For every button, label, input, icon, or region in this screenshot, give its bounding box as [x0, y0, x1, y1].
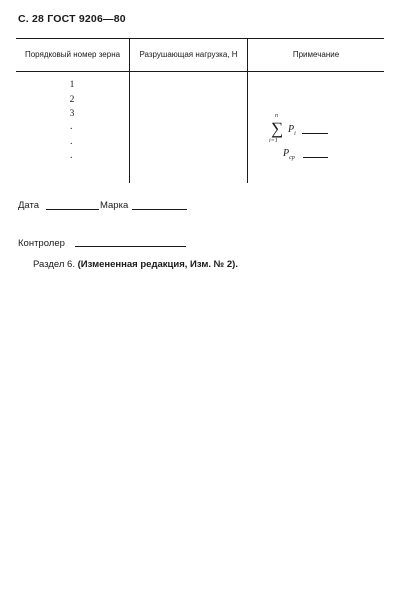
average-symbol: P — [283, 148, 290, 159]
date-blank-line — [46, 209, 99, 210]
average-blank-line — [303, 157, 328, 158]
average-subscript: ср — [289, 155, 295, 161]
controller-label: Контролер — [18, 238, 65, 249]
table-header-rule — [16, 71, 384, 72]
controller-blank-line — [75, 246, 186, 247]
brand-blank-line — [132, 209, 187, 210]
column-divider-1 — [129, 39, 130, 183]
ellipsis-dot-2: . — [70, 136, 73, 147]
sum-term — [288, 124, 296, 137]
column-header-breaking-load: Разрушающая нагрузка, Н — [139, 50, 238, 59]
row-number-1: 1 — [69, 80, 75, 90]
ellipsis-dot-3: . — [70, 150, 73, 161]
sum-term-symbol: P — [288, 124, 295, 135]
average-load — [283, 148, 295, 161]
page-header: С. 28 ГОСТ 9206—80 — [18, 13, 126, 25]
column-header-grain-number: Порядковый номер зерна — [24, 50, 121, 59]
column-header-note: Примечание — [292, 50, 340, 59]
sum-term-subscript: i — [294, 131, 296, 137]
sum-blank-line — [302, 133, 328, 134]
section-amendment-bold: (Измененная редакция, Изм. № 2). — [77, 259, 238, 270]
section-amendment-note — [33, 259, 238, 270]
date-label: Дата — [18, 200, 40, 211]
column-divider-2 — [247, 39, 248, 183]
section-amendment-prefix: Раздел 6. — [33, 259, 78, 270]
sum-upper-limit: n — [275, 113, 278, 119]
row-number-2: 2 — [69, 95, 75, 105]
summation-symbol: ∑ — [271, 119, 284, 138]
row-number-3: 3 — [69, 109, 75, 119]
table-top-rule — [16, 38, 384, 39]
sum-lower-limit: i=1 — [269, 138, 278, 144]
ellipsis-dot-1: . — [70, 121, 73, 132]
brand-label: Марка — [100, 200, 129, 211]
